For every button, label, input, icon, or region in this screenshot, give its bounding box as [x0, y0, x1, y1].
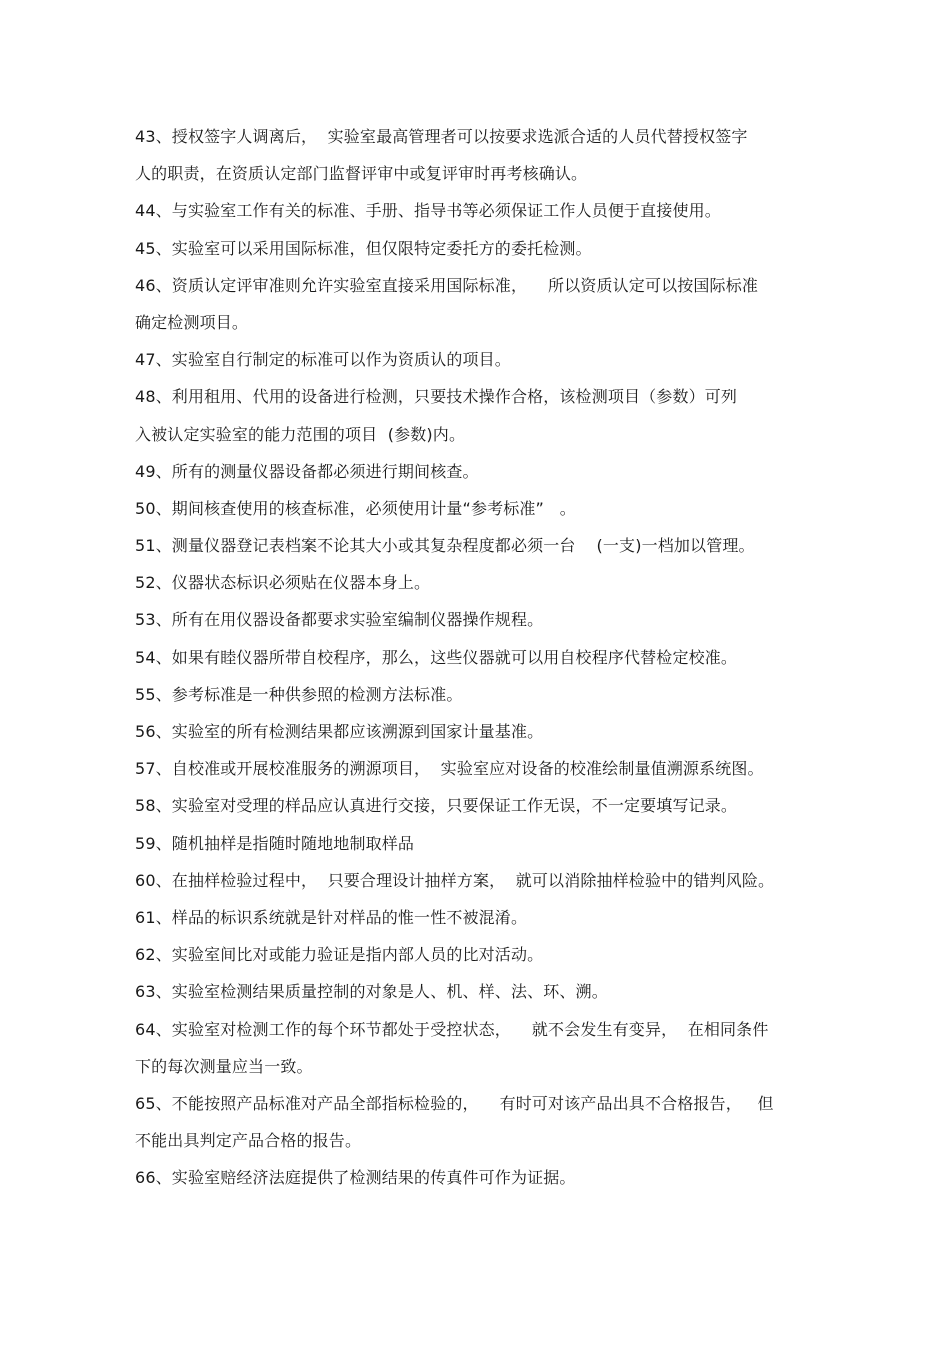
text-line-q55: 55、参考标准是一种供参照的检测方法标准。	[135, 684, 463, 704]
text-line-q57: 57、自校准或开展校准服务的溯源项目， 实验室应对设备的校准绘制量值溯源系统图。	[135, 759, 764, 779]
question-list	[135, 118, 840, 1196]
text-line-q61: 61、样品的标识系统就是针对样品的惟一性不被混淆。	[135, 907, 528, 927]
text-line-q44: 44、与实验室工作有关的标准、手册、指导书等必须保证工作人员便于直接使用。	[135, 201, 721, 221]
text-line-q50: 50、期间核查使用的核查标准，必须使用计量“参考标准” 。	[135, 498, 576, 518]
text-line-q48-b: 入被认定实验室的能力范围的项目 (参数)内。	[135, 424, 466, 444]
text-line-q49: 49、所有的测量仪器设备都必须进行期间核查。	[135, 461, 479, 481]
text-line-q53: 53、所有在用仪器设备都要求实验室编制仪器操作规程。	[135, 610, 544, 630]
text-line-q60: 60、在抽样检验过程中， 只要合理设计抽样方案， 就可以消除抽样检验中的错判风险。	[135, 870, 775, 890]
text-line-q46-a: 46、资质认定评审准则允许实验室直接采用国际标准， 所以资质认定可以按国际标准	[135, 275, 759, 295]
text-line-q65-b: 不能出具判定产品合格的报告。	[135, 1131, 362, 1151]
text-line-q43-a: 43、授权签字人调离后， 实验室最高管理者可以按要求选派合适的人员代替授权签字	[135, 127, 748, 146]
text-line-q64-b: 下的每次测量应当一致。	[135, 1056, 313, 1076]
text-line-q65-a: 65、不能按照产品标准对产品全部指标检验的， 有时可对该产品出具不合格报告， 但	[135, 1093, 774, 1113]
text-line-q43-b: 人的职责，在资质认定部门监督评审中或复评审时再考核确认。	[135, 164, 588, 184]
text-line-q46-b: 确定检测项目。	[135, 312, 249, 332]
text-line-q64-a: 64、实验室对检测工作的每个环节都处于受控状态， 就不会发生有变异， 在相同条件	[135, 1019, 769, 1039]
text-line-q58: 58、实验室对受理的样品应认真进行交接，只要保证工作无误，不一定要填写记录。	[135, 796, 738, 816]
text-line-q56: 56、实验室的所有检测结果都应该溯源到国家计量基准。	[135, 722, 544, 741]
text-line-q48-a: 48、利用租用、代用的设备进行检测，只要技术操作合格，该检测项目（参数）可列	[135, 387, 738, 407]
text-line-q52: 52、仪器状态标识必须贴在仪器本身上。	[135, 573, 431, 593]
text-line-q54: 54、如果有睦仪器所带自校程序，那么，这些仪器就可以用自校程序代替检定校准。	[135, 647, 738, 667]
text-line-q45: 45、实验室可以采用国际标准，但仅限特定委托方的委托检测。	[135, 238, 592, 258]
text-line-q63: 63、实验室检测结果质量控制的对象是人、机、样、法、环、溯。	[135, 982, 608, 1002]
text-line-q66: 66、实验室赔经济法庭提供了检测结果的传真件可作为证据。	[135, 1168, 576, 1188]
text-line-q51: 51、测量仪器登记表档案不论其大小或其复杂程度都必须一台 (一支)一档加以管理。	[135, 536, 755, 556]
text-line-q47: 47、实验室自行制定的标准可以作为资质认的项目。	[135, 350, 511, 370]
text-line-q59: 59、随机抽样是指随时随地地制取样品	[135, 833, 415, 853]
text-line-q62: 62、实验室间比对或能力验证是指内部人员的比对活动。	[135, 945, 544, 965]
